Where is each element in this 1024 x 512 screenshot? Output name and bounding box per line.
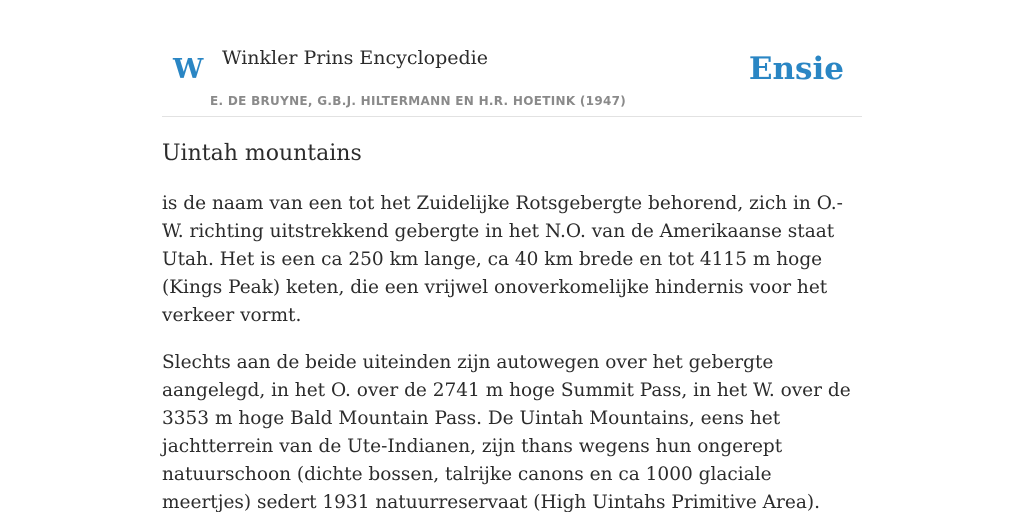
- article: [162, 138, 862, 512]
- ensie-logo[interactable]: Ensie: [748, 51, 844, 87]
- source-header: [162, 0, 862, 117]
- source-title[interactable]: Winkler Prins Encyclopedie: [222, 47, 488, 69]
- article-paragraph: is de naam van een tot het Zuidelijke Rotsgebergte behorend, zich in O.-W. richting uitstrekkend gebergte in het N.O. van de Amerikaanse staat Utah. Het is een ca 250 km lange, ca 40 km brede en tot 4115 m hoge (Kings Peak) keten, die een vrijwel onoverkomelijke hindernis voor het verkeer vormt.: [162, 193, 843, 326]
- winkler-prins-logo[interactable]: W: [173, 54, 204, 85]
- source-authors: E. DE BRUYNE, G.B.J. HILTERMANN EN H.R. HOETINK (1947): [210, 94, 627, 108]
- article-title: Uintah mountains: [162, 141, 362, 166]
- article-paragraph: Slechts aan de beide uiteinden zijn autowegen over het gebergte aangelegd, in het O. over de 2741 m hoge Summit Pass, in het W. over de 3353 m hoge Bald Mountain Pass. De Uintah Mountains, eens het jachtterrein van de Ute-Indianen, zijn thans wegens hun ongerept natuurschoon (dichte bossen, talrijke canons en ca 1000 glaciale meertjes) sedert 1931 natuurreservaat (High Uintahs Primitive Area).: [162, 352, 851, 512]
